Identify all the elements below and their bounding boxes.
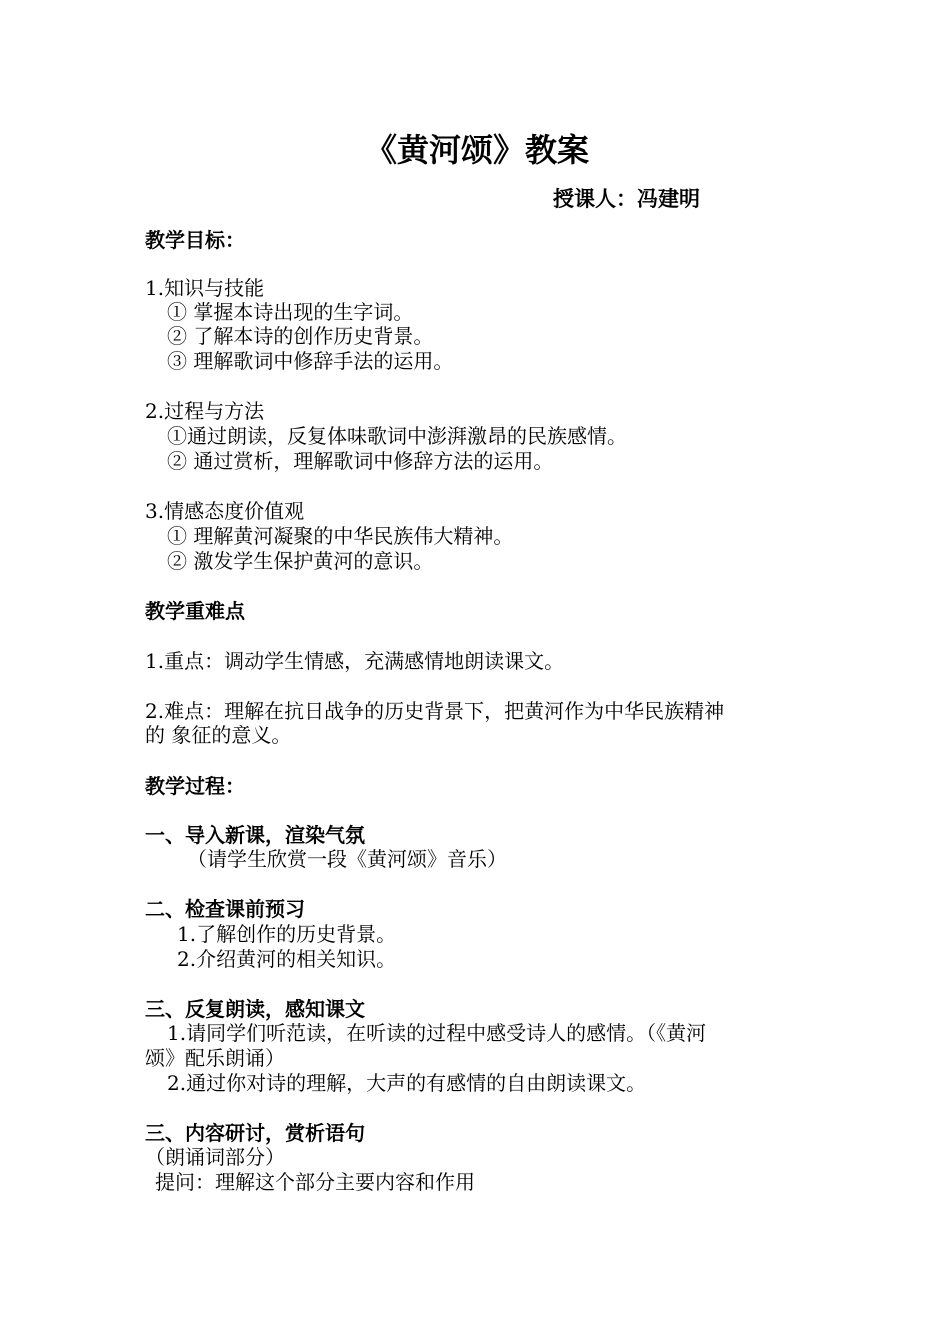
process-section-2-title: 二、检查课前预习: [145, 897, 305, 921]
list-item: ① 理解黄河凝聚的中华民族伟大精神。: [167, 524, 514, 548]
keypoints-heading: 教学重难点: [145, 599, 245, 623]
list-item: ③ 理解歌词中修辞手法的运用。: [167, 349, 454, 373]
list-item: 2.通过你对诗的理解，大声的有感情的自由朗读课文。: [167, 1071, 647, 1095]
objective-section-2-title: 2.过程与方法: [145, 399, 265, 423]
list-item: ①通过朗读，反复体味歌词中澎湃激昂的民族感情。: [167, 424, 627, 448]
keypoint-difficulty-cont: 的 象征的意义。: [145, 723, 292, 747]
process-section-1-title: 一、导入新课，渲染气氛: [145, 823, 365, 847]
list-item: ① 掌握本诗出现的生字词。: [167, 300, 414, 324]
author-line: 授课人：冯建明: [553, 187, 700, 211]
objectives-heading: 教学目标：: [145, 228, 245, 252]
process-section-1-text: （请学生欣赏一段《黄河颂》音乐）: [187, 847, 507, 871]
list-item-cont: 颂》配乐朗诵）: [145, 1046, 285, 1070]
list-item: ② 通过赏析，理解歌词中修辞方法的运用。: [167, 449, 554, 473]
list-item: ② 了解本诗的创作历史背景。: [167, 324, 434, 348]
list-item: ② 激发学生保护黄河的意识。: [167, 549, 434, 573]
list-item: 1.请同学们听范读，在听读的过程中感受诗人的感情。（《黄河: [167, 1021, 707, 1045]
objective-section-1-title: 1.知识与技能: [145, 276, 265, 300]
process-section-3-title: 三、反复朗读，感知课文: [145, 997, 365, 1021]
keypoint-difficulty: 2.难点：理解在抗日战争的历史背景下，把黄河作为中华民族精神: [145, 699, 725, 723]
page-title: 《黄河颂》教案: [365, 131, 590, 169]
process-section-4-question: 提问：理解这个部分主要内容和作用: [155, 1170, 475, 1194]
objective-section-3-title: 3.情感态度价值观: [145, 499, 305, 523]
keypoint-focus: 1.重点：调动学生情感，充满感情地朗读课文。: [145, 649, 565, 673]
list-item: 2.介绍黄河的相关知识。: [177, 947, 397, 971]
process-section-4-title: 三、内容研讨，赏析语句: [145, 1121, 365, 1145]
process-section-4-subtitle: （朗诵词部分）: [145, 1145, 285, 1169]
list-item: 1.了解创作的历史背景。: [177, 922, 397, 946]
process-heading: 教学过程：: [145, 774, 245, 798]
